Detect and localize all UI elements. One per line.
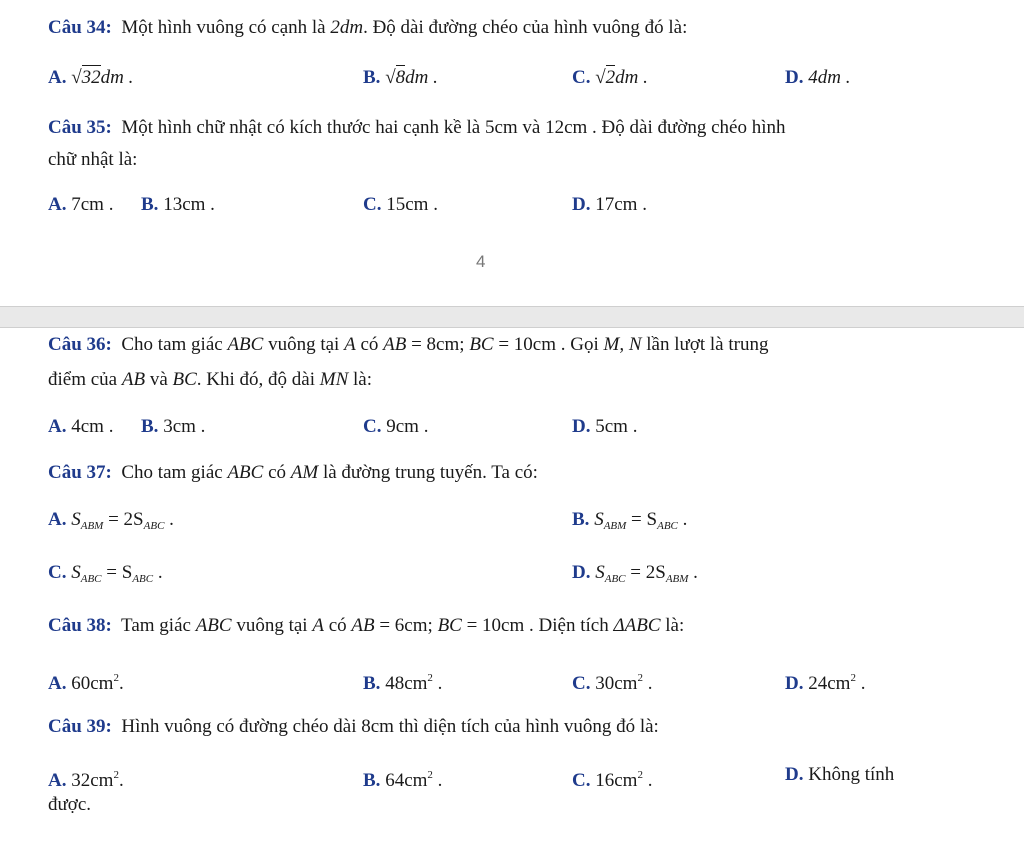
question-37-label: Câu 37:	[48, 462, 112, 483]
q38-option-d: D. $24cm^2$ .	[785, 672, 866, 694]
question-39-stem: Câu 39: Hình vuông có đường chéo dài 8cm thì diện tích của hình vuông đó là:	[48, 716, 659, 737]
q34-option-b: B. √8dm .	[363, 67, 438, 88]
question-36-stem: Câu 36: Cho tam giác ABC vuông tại A có AB = 8cm; BC = 10cm . Gọi M, N lần lượt là trung	[48, 334, 769, 355]
question-36-stem-cont: điểm của AB và BC. Khi đó, độ dài MN là:	[48, 369, 373, 390]
q39-option-d-cont: được.	[48, 794, 92, 815]
question-38-stem: Câu 38: Tam giác ABC vuông tại A có AB = 6cm; BC = 10cm . Diện tích ΔABC là:	[48, 615, 685, 636]
question-34-label: Câu 34:	[48, 17, 112, 38]
question-35-label: Câu 35:	[48, 117, 112, 138]
sqrt-symbol: √8	[385, 67, 406, 88]
q35-option-b: B. 13cm .	[141, 194, 215, 215]
clipped-text-line	[48, 832, 918, 838]
q35-option-c: C. 15cm .	[363, 194, 438, 215]
q37-option-c: C. $S_{ABC} = S_{ABC}$ .	[48, 562, 163, 585]
question-35-stem: Câu 35: Một hình chữ nhật có kích thước hai cạnh kề là 5cm và 12cm . Độ dài đường chéo hình	[48, 117, 786, 138]
question-37-stem: Câu 37: Cho tam giác ABC có AM là đường trung tuyến. Ta có:	[48, 462, 538, 483]
q35-option-d: D. 17cm .	[572, 194, 647, 215]
q34-option-a: A. √32dm .	[48, 67, 134, 88]
question-39-label: Câu 39:	[48, 716, 112, 737]
q38-option-b: B. $48cm^2$ .	[363, 672, 443, 694]
q36-option-b: B. 3cm .	[141, 416, 206, 437]
sqrt-symbol: √2	[595, 67, 616, 88]
q39-option-d: D. Không tính	[785, 764, 895, 785]
q37-option-b: B. $S_{ABM} = S_{ABC}$ .	[572, 509, 688, 532]
q39-option-b: B. $64cm^2$ .	[363, 769, 443, 791]
q38-option-c: C. $30cm^2$ .	[572, 672, 653, 694]
q38-option-a: A. $60cm^2$.	[48, 672, 124, 694]
q37-option-a: A. $S_{ABM} = 2S_{ABC}$ .	[48, 509, 174, 532]
question-35-stem-cont: chữ nhật là:	[48, 149, 138, 170]
q35-option-a: A. 7cm .	[48, 194, 114, 215]
q34-option-d: D. 4dm .	[785, 67, 851, 88]
q36-option-d: D. 5cm .	[572, 416, 638, 437]
q39-option-a: A. $32cm^2$.	[48, 769, 124, 791]
question-34-stem: Câu 34: Một hình vuông có cạnh là 2dm. Độ dài đường chéo của hình vuông đó là:	[48, 17, 688, 38]
page-break	[0, 306, 1024, 328]
question-38-label: Câu 38:	[48, 615, 112, 636]
sqrt-symbol: √32	[71, 67, 101, 88]
page-number: 4	[476, 252, 486, 271]
q36-option-c: C. 9cm .	[363, 416, 429, 437]
q34-option-c: C. √2dm .	[572, 67, 648, 88]
question-36-label: Câu 36:	[48, 334, 112, 355]
q37-option-d: D. $S_{ABC} = 2S_{ABM}$ .	[572, 562, 698, 585]
q39-option-c: C. $16cm^2$ .	[572, 769, 653, 791]
q36-option-a: A. 4cm .	[48, 416, 114, 437]
